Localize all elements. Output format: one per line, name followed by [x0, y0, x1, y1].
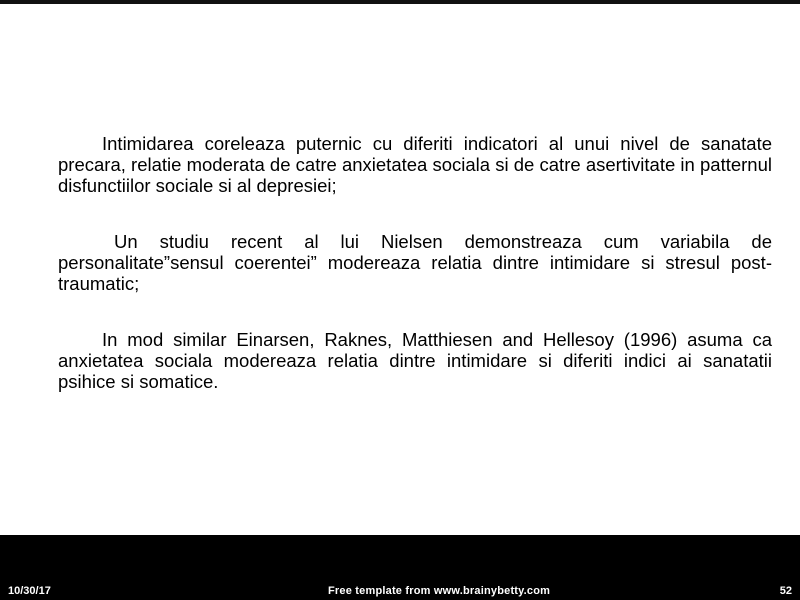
paragraph-nielsen-study: Un studiu recent al lui Nielsen demonstreaza cum variabila de personalitate”sensul coerentei” modereaza relatia dintre intimidare si stresul post-traumatic; — [58, 231, 772, 294]
paragraph-intimidation-health: Intimidarea coreleaza puternic cu diferiti indicatori al unui nivel de sanatate precara, relatie moderata de catre anxietatea sociala si de catre asertivitate in patternul disfunctiilor sociale si al depresiei; — [58, 133, 772, 196]
slide-footer — [0, 535, 800, 600]
page-number: 52 — [779, 585, 792, 597]
paragraph-einarsen-study: In mod similar Einarsen, Raknes, Matthiesen and Hellesoy (1996) asuma ca anxietatea sociala modereaza relatia dintre intimidare si diferiti indici ai sanatatii psihice si somatice. — [58, 329, 772, 392]
top-border — [0, 0, 800, 4]
footer-date: 10/30/17 — [8, 585, 51, 597]
slide-body — [58, 133, 772, 427]
footer-credit: Free template from www.brainybetty.com — [328, 585, 551, 597]
